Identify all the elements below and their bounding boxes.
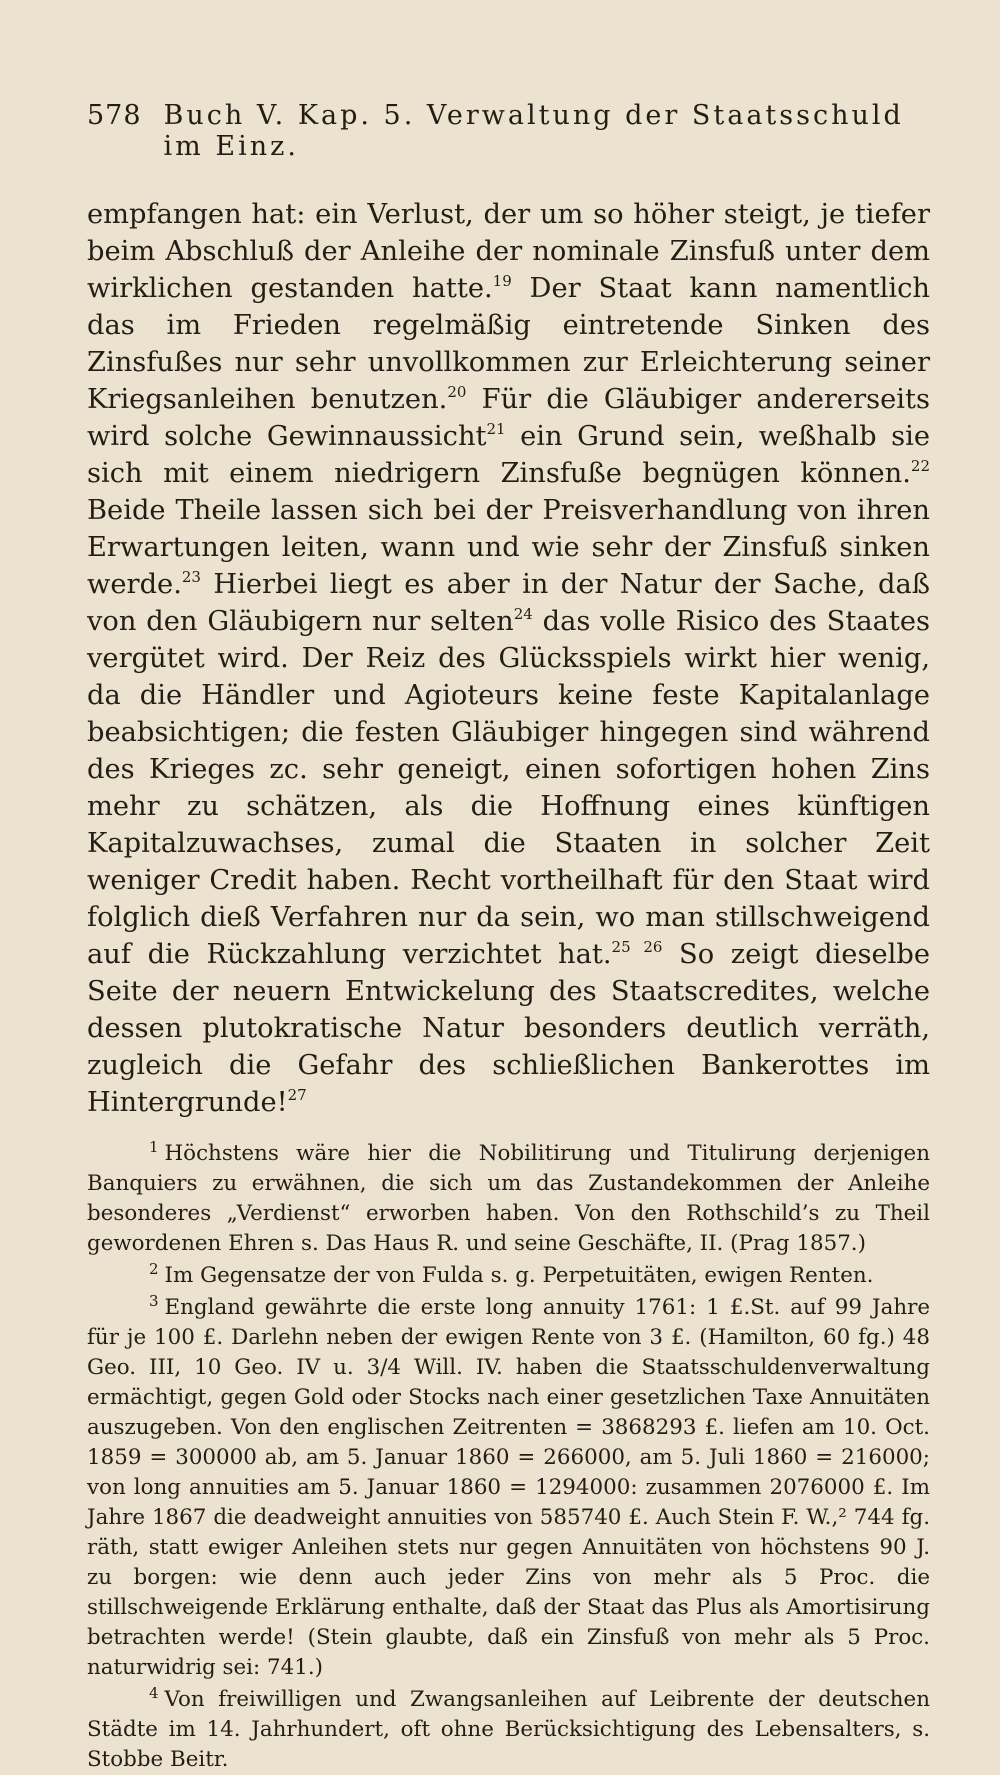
footnote-ref: 22 [910,456,930,475]
footnote-ref: 20 [447,382,467,401]
footnote-ref: 25 26 [611,937,663,956]
footnote-text: Höchstens wäre hier die Nobilitirung und Titulirung derjenigen Banquiers zu erwähnen, die sich um das Zustandekommen der Anleihe besonderes „Verdienst“ erworben haben. Von den Rothschild’s zu Theil gewordenen Ehren s. Das Haus R. und seine Geschäfte, II. (Prag 1857.) [87,1141,930,1256]
footnote [87,1293,930,1683]
footnote-ref: 24 [513,604,533,623]
footnote-number: 2 [149,1259,159,1278]
footnote [87,1139,930,1259]
footnote-ref: 27 [287,1085,307,1104]
footnote-text: England gewährte die erste long annuity 1761: 1 £.St. auf 99 Jahre für je 100 £. Darlehn neben der ewigen Rente von 3 £. (Hamilton, 60 fg.) 48 Geo. III, 10 Geo. IV u. 3/4 Will. IV. haben die Staatsschuldenverwaltung ermächtigt, gegen Gold oder Stocks nach einer gesetzlichen Taxe Annuitäten auszugeben. Von den englischen Zeitrenten = 3868293 £. liefen am 10. Oct. 1859 = 300000 ab, am 5. Januar 1860 = 266000, am 5. Juli 1860 = 216000; von long annuities am 5. Januar 1860 = 1294000: zusammen 2076000 £. Im Jahre 1867 die deadweight annuities von 585740 £. Auch Stein F. W.,² 744 fg. räth, statt ewiger Anleihen stets nur gegen Annuitäten von höchstens 90 J. zu borgen: wie denn auch jeder Zins von mehr als 5 Proc. die stillschweigende Erklärung enthalte, daß der Staat das Plus als Amortisirung betrachten werde! (Stein glaubte, daß ein Zinsfuß von mehr als 5 Proc. naturwidrig sei: 741.) [87,1295,930,1680]
text-segment: das volle Risico des Staates vergütet wird. Der Reiz des Glücksspiels wirkt hier wenig, da die Händler und Agioteurs keine feste Kapitalanlage beabsichtigen; die festen Gläubiger hingegen sind während des Krieges zc. sehr geneigt, einen sofortigen hohen Zins mehr zu schätzen, als die Hoffnung eines künftigen Kapitalzuwachses, zumal die Staaten in solcher Zeit weniger Credit haben. Recht vortheilhaft für den Staat wird folglich dieß Verfahren nur da sein, wo man stillschweigend auf die Rückzahlung verzichtet hat. [87,606,930,970]
text-segment: ein Grund sein, weßhalb sie sich mit einem niedrigern Zinsfuße begnügen können. [87,421,930,489]
text-segment: Beide Theile lassen sich bei der Preisverhandlung von ihren Erwartungen leiten, wann und wie sehr der Zinsfuß sinken werde. [87,495,930,600]
footnote-text: Von freiwilligen und Zwangsanleihen auf Leibrente der deutschen Städte im 14. Jahrhundert, oft ohne Berücksichtigung des Lebensalters, s. Stobbe Beitr. [87,1687,930,1772]
running-header [87,100,930,162]
footnote-number: 3 [149,1291,159,1310]
main-text [87,196,930,1121]
text-segment: Für die Gläubiger andererseits wird solche Gewinnaussicht [87,384,930,452]
page-number: 578 [87,100,142,131]
text-segment: Hierbei liegt es aber in der Natur der Sache, daß von den Gläubigern nur selten [87,569,930,637]
footnote-number: 1 [149,1137,159,1156]
text-segment: Der Staat kann namentlich das im Frieden regelmäßig eintretende Sinken des Zinsfußes nur sehr unvollkommen zur Erleichterung seiner Kriegsanleihen benutzen. [87,273,930,415]
footnote-ref: 23 [181,567,201,586]
footnote [87,1685,930,1775]
footnotes [87,1139,930,1775]
footnote-ref: 19 [492,271,512,290]
footnote-text: Im Gegensatze der von Fulda s. g. Perpetuitäten, ewigen Renten. [164,1263,874,1288]
text-segment: So zeigt dieselbe Seite der neuern Entwickelung des Staatscredites, welche dessen plutokratische Natur besonders deutlich verräth, zugleich die Gefahr des schließlichen Bankerottes im Hintergrunde! [87,939,930,1118]
footnote-ref: 21 [486,419,506,438]
footnote [87,1261,930,1291]
footnote-number: 4 [149,1683,159,1702]
text-segment: empfangen hat: ein Verlust, der um so höher steigt, je tiefer beim Abschluß der Anleihe der nominale Zinsfuß unter dem wirklichen gestanden hatte. [87,199,930,304]
running-title: Buch V. Kap. 5. Verwaltung der Staatsschuld im Einz. [163,100,904,162]
